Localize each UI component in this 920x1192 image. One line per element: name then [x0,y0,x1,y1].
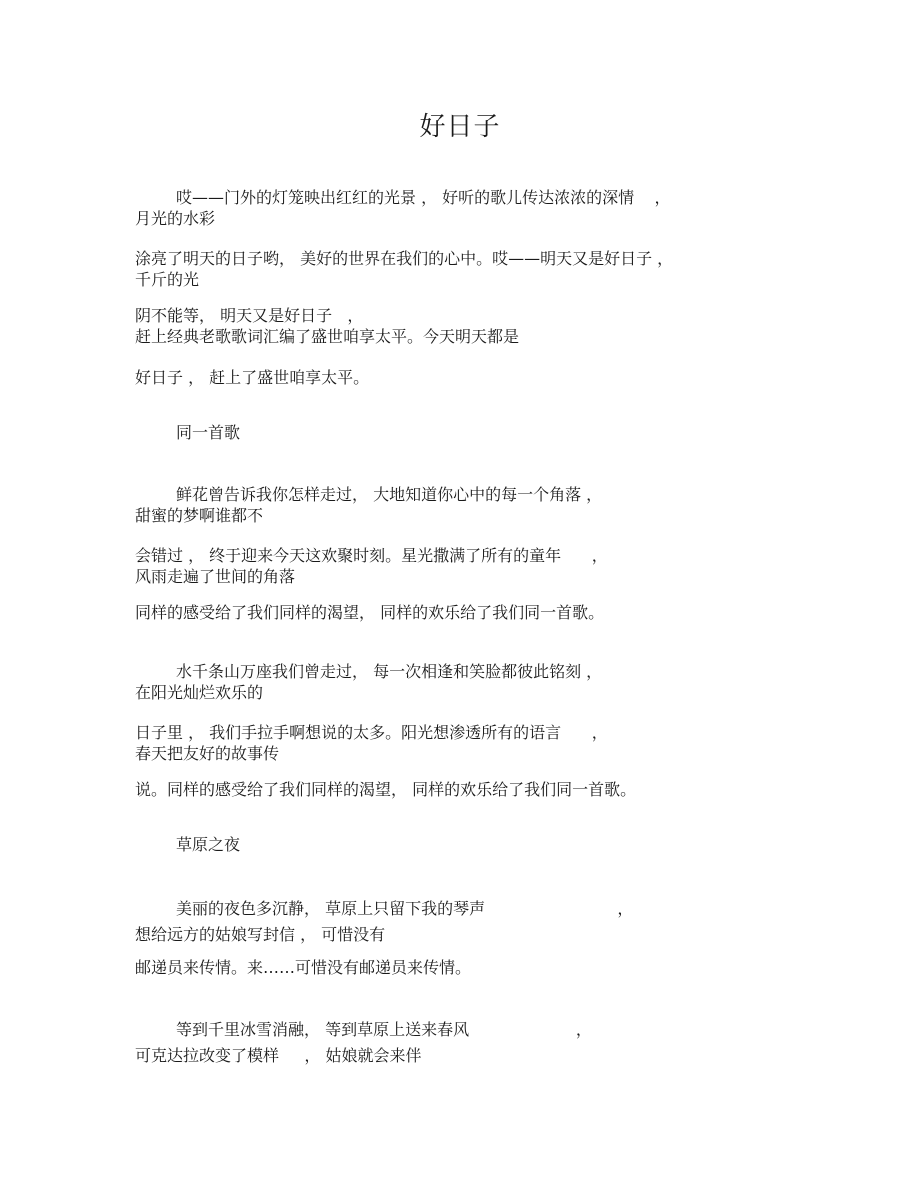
section-heading: 同一首歌 [176,423,241,442]
text-line: 赶上经典老歌歌词汇编了盛世咱享太平。今天明天都是 [135,327,520,346]
text-line: 阴不能等， 明天又是好日子 ， [135,306,364,325]
text-line: 等到千里冰雪消融， 等到草原上送来春风 ， [176,1020,592,1039]
text-line: 千斤的光 [135,270,200,289]
section-heading: 草原之夜 [176,835,241,854]
text-line: 说。同样的感受给了我们同样的渴望， 同样的欢乐给了我们同一首歌。 [135,780,637,799]
text-line: 风雨走遍了世间的角落 [135,567,296,586]
text-line: 同样的感受给了我们同样的渴望， 同样的欢乐给了我们同一首歌。 [135,603,605,622]
text-line: 会错过 ， 终于迎来今天这欢聚时刻。星光撒满了所有的童年 ， [135,546,608,565]
text-line: 哎——门外的灯笼映出红红的光景 ， 好听的歌儿传达浓浓的深情 ， [176,188,671,207]
text-line: 美丽的夜色多沉静， 草原上只留下我的琴声 ， [176,899,634,918]
text-line: 好日子 ， 赶上了盛世咱享太平。 [135,368,370,387]
text-line: 鲜花曾告诉我你怎样走过， 大地知道你心中的每一个角落 ， [176,485,603,504]
document-title: 好日子 [419,112,501,142]
text-line: 甜蜜的梦啊谁都不 [135,506,264,525]
text-line: 水千条山万座我们曾走过， 每一次相逢和笑脸都彼此铭刻 ， [176,662,603,681]
text-line: 可克达拉改变了模样 ， 姑娘就会来伴 [135,1046,422,1065]
text-line: 日子里 ， 我们手拉手啊想说的太多。阳光想渗透所有的语言 ， [135,723,608,742]
text-line: 想给远方的姑娘写封信 ， 可惜没有 [135,925,386,944]
text-line: 涂亮了明天的日子哟， 美好的世界在我们的心中。哎——明天又是好日子 ， [135,249,674,268]
text-line: 邮递员来传情。来……可惜没有邮递员来传情。 [135,958,472,977]
text-line: 月光的水彩 [135,209,216,228]
text-line: 春天把友好的故事传 [135,744,280,763]
text-line: 在阳光灿烂欢乐的 [135,683,264,702]
